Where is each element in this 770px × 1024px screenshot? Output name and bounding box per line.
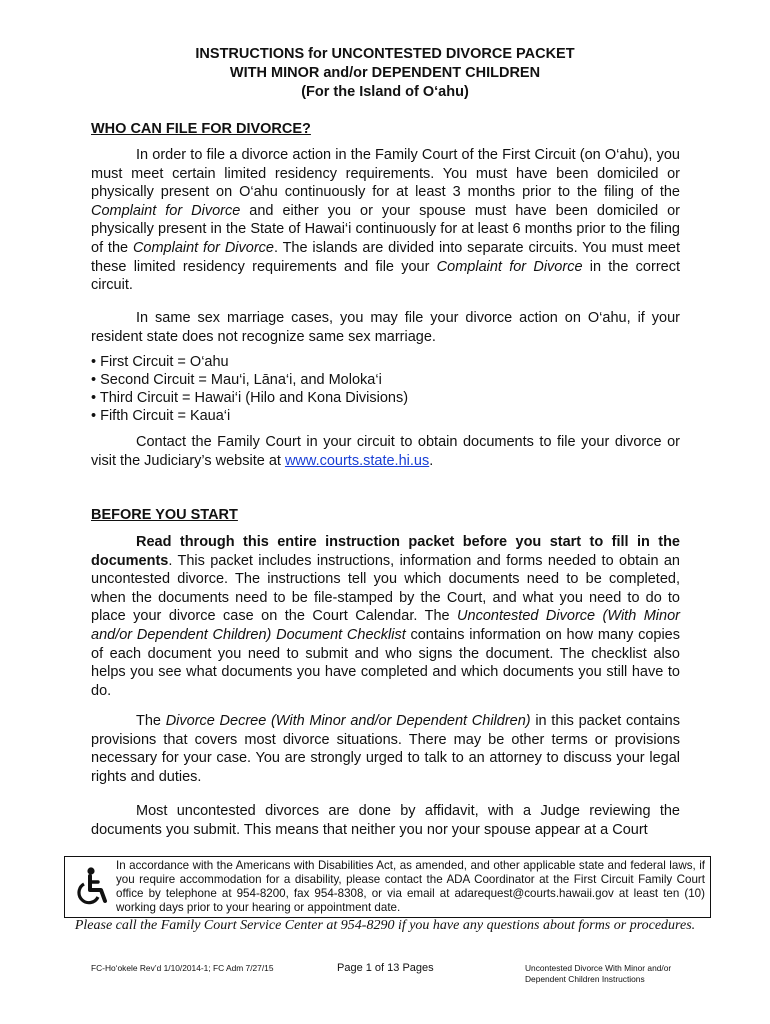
list-item: • First Circuit = O‘ahu [91,354,229,370]
contact-paragraph: Contact the Family Court in your circuit to obtain documents to file your divorce or visit the Judiciary’s website at www.courts.state.hi.us. [91,434,680,469]
list-item: • Fifth Circuit = Kaua‘i [91,408,231,424]
circuit-list [91,353,408,425]
title-line-2: WITH MINOR and/or DEPENDENT CHILDREN [229,65,541,81]
form-number: FC-Ho‘okele Rev’d 1/10/2014-1; FC Adm 7/27/15 [91,963,274,973]
service-center-notice: Please call the Family Court Service Center at 954-8290 if you have any questions about forms or procedures. [74,918,696,933]
title-line-3: (For the Island of O‘ahu) [301,84,469,100]
before-you-start-heading: BEFORE YOU START [91,507,238,523]
document-title-footer: Uncontested Divorce With Minor and/or Dependent Children Instructions [525,963,672,984]
title-line-1: INSTRUCTIONS for UNCONTESTED DIVORCE PACKET [195,46,575,62]
wheelchair-icon [71,865,113,907]
page-number: Page 1 of 13 Pages [337,962,434,974]
who-can-file-heading: WHO CAN FILE FOR DIVORCE? [91,121,311,137]
decree-paragraph: The Divorce Decree (With Minor and/or Dependent Children) in this packet contains provisions that covers most divorce situations. There may be other terms or provisions necessary for your case. You are strongly urged to talk to an attorney to discuss your legal rights and duties. [91,713,680,785]
list-item: • Third Circuit = Hawai‘i (Hilo and Kona Divisions) [91,390,409,406]
ada-notice-text: In accordance with the Americans with Disabilities Act, as amended, and other applicable state and federal laws, if you require accommodation for a disability, please contact the ADA Coordinator at the First Circuit Family Court office by telephone at 954-8200, fax 954-8308, or via email at adarequest@courts.hawaii.gov at least ten (10) working days prior to your hearing or appointment date. [116,859,705,914]
affidavit-paragraph: Most uncontested divorces are done by affidavit, with a Judge reviewing the documents you submit. This means that neither you nor your spouse appear at a Court [91,803,680,838]
judiciary-website-link[interactable]: www.courts.state.hi.us [284,452,430,469]
same-sex-paragraph: In same sex marriage cases, you may file your divorce action on O‘ahu, if your resident state does not recognize same sex marriage. [91,310,680,345]
ada-notice-box [64,856,711,918]
list-item: • Second Circuit = Mau‘i, Lāna‘i, and Moloka‘i [91,372,382,388]
read-through-paragraph: Read through this entire instruction packet before you start to fill in the documents. This packet includes instructions, information and forms needed to obtain an uncontested divorce. The instructions tell you which documents need to be completed, when the documents need to be file-stamped by the Court, and what you need to do to place your divorce case on the Court Calendar. The Uncontested Divorce (With Minor and/or Dependent Children) Document Checklist contains information on how many copies of each document you need to submit and who signs the document. The checklist also helps you see what documents you have completed and which documents you still have to do. [91,534,680,699]
residency-paragraph: In order to file a divorce action in the Family Court of the First Circuit (on O‘ahu), you must meet certain limited residency requirements. You must have been domiciled or physically present on O‘ahu continuously for at least 3 months prior to the filing of the Complaint for Divorce and either you or your spouse must have been domiciled or physically present in the State of Hawai‘i continuously for at least 6 months prior to the filing of the Complaint for Divorce. The islands are divided into separate circuits. You must meet these limited residency requirements and file your Complaint for Divorce in the correct circuit. [91,147,680,294]
